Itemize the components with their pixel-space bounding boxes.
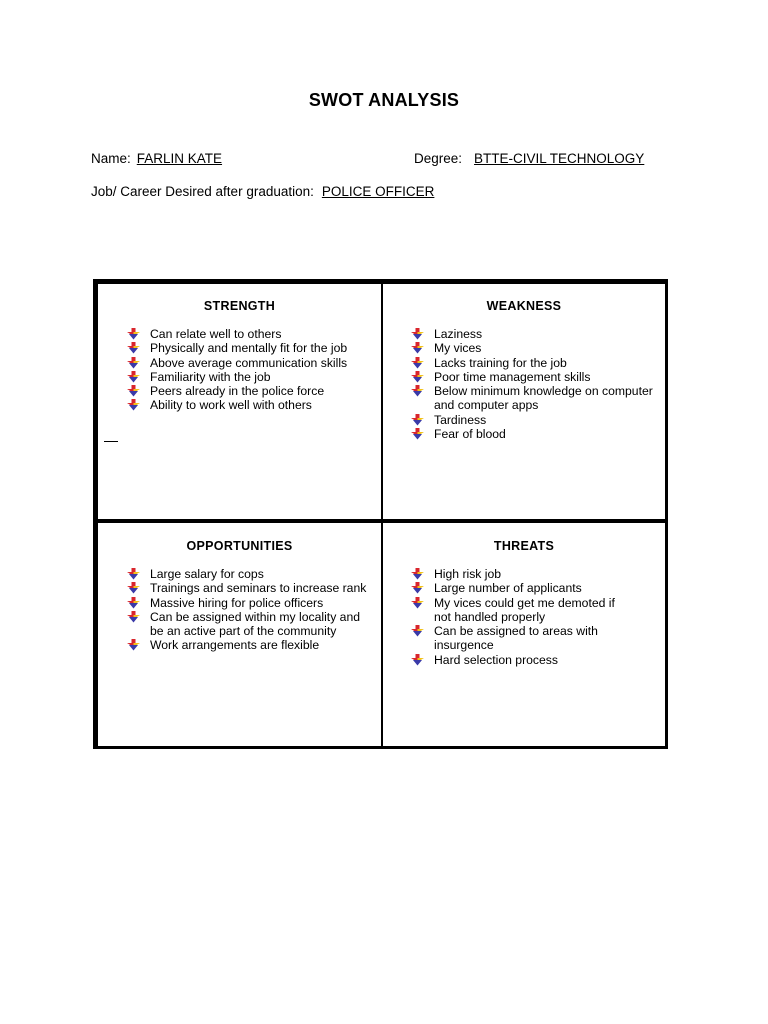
opportunity-item-text: Can be assigned within my locality and be an active part of the community — [150, 609, 361, 639]
arrow-bullet-icon — [127, 611, 140, 623]
opportunities-quadrant — [97, 522, 382, 747]
strength-title: STRENGTH — [203, 299, 276, 313]
opportunity-item — [150, 581, 369, 595]
threat-item — [434, 653, 625, 667]
opportunities-list — [150, 567, 369, 653]
threats-title: THREATS — [493, 539, 555, 553]
weakness-title: WEAKNESS — [486, 299, 562, 313]
weakness-item — [434, 356, 659, 370]
arrow-bullet-icon — [127, 328, 140, 340]
weakness-item-text: Lacks training for the job — [434, 355, 567, 370]
strength-item — [150, 384, 381, 398]
arrow-bullet-icon — [411, 357, 424, 369]
strength-item — [150, 370, 381, 384]
arrow-bullet-icon — [411, 414, 424, 426]
page-title: SWOT ANALYSIS — [308, 90, 460, 110]
strength-list — [150, 327, 381, 413]
swot-grid — [93, 279, 668, 749]
degree-label: Degree: — [414, 151, 463, 166]
weakness-quadrant — [382, 283, 666, 520]
opportunities-title: OPPORTUNITIES — [186, 539, 293, 553]
degree-line — [414, 151, 644, 166]
threat-item — [434, 567, 625, 581]
opportunity-item — [150, 567, 369, 581]
weakness-item — [434, 413, 659, 427]
arrow-bullet-icon — [127, 371, 140, 383]
threat-item — [434, 596, 625, 625]
strength-item-text: Can relate well to others — [150, 327, 282, 341]
weakness-item — [434, 327, 659, 341]
opportunity-item — [150, 610, 369, 639]
weakness-item-text: Tardiness — [434, 412, 487, 427]
strength-item — [150, 398, 381, 412]
arrow-bullet-icon — [411, 342, 424, 354]
weakness-item — [434, 370, 659, 384]
threats-list — [434, 567, 625, 667]
threat-item — [434, 581, 625, 595]
weakness-item-text: Below minimum knowledge on computer and computer apps — [434, 384, 653, 413]
arrow-bullet-icon — [127, 582, 140, 594]
threat-item-text: Large number of applicants — [434, 581, 582, 596]
name-label: Name: — [91, 151, 131, 166]
underline-mark — [104, 441, 118, 442]
strength-item — [150, 356, 381, 370]
name-value: FARLIN KATE — [136, 151, 223, 166]
arrow-bullet-icon — [411, 654, 424, 666]
arrow-bullet-icon — [411, 371, 424, 383]
arrow-bullet-icon — [411, 625, 424, 637]
weakness-item-text: Laziness — [434, 327, 483, 341]
opportunity-item-text: Massive hiring for police officers — [150, 595, 324, 610]
degree-value: BTTE-CIVIL TECHNOLOGY — [474, 151, 645, 166]
strength-quadrant — [97, 283, 382, 520]
arrow-bullet-icon — [411, 582, 424, 594]
weakness-item — [434, 427, 659, 441]
weakness-item-text: My vices — [434, 341, 482, 356]
arrow-bullet-icon — [127, 568, 140, 580]
arrow-bullet-icon — [127, 357, 140, 369]
arrow-bullet-icon — [411, 568, 424, 580]
threats-quadrant — [382, 522, 666, 747]
weakness-list — [434, 327, 659, 441]
weakness-item-text: Poor time management skills — [434, 369, 591, 384]
weakness-item — [434, 341, 659, 355]
arrow-bullet-icon — [411, 428, 424, 440]
threat-item-text: Can be assigned to areas with insurgence — [434, 624, 598, 653]
weakness-item — [434, 384, 659, 413]
strength-item-text: Peers already in the police force — [150, 384, 325, 399]
arrow-bullet-icon — [127, 342, 140, 354]
opportunity-item-text: Trainings and seminars to increase rank — [150, 581, 367, 596]
strength-item-text: Physically and mentally fit for the job — [150, 341, 348, 356]
threat-item-text: High risk job — [434, 567, 502, 581]
strength-item — [150, 327, 381, 341]
threat-item-text: My vices could get me demoted if not handled properly — [434, 595, 615, 624]
name-line — [91, 151, 222, 166]
arrow-bullet-icon — [411, 385, 424, 397]
strength-item-text: Above average communication skills — [150, 355, 348, 370]
threat-item-text: Hard selection process — [434, 652, 558, 667]
arrow-bullet-icon — [411, 597, 424, 609]
opportunity-item-text: Work arrangements are flexible — [150, 638, 320, 653]
job-label: Job/ Career Desired after graduation: — [91, 184, 314, 199]
strength-item — [150, 341, 381, 355]
job-value: POLICE OFFICER — [321, 184, 435, 199]
arrow-bullet-icon — [127, 639, 140, 651]
arrow-bullet-icon — [127, 399, 140, 411]
strength-item-text: Ability to work well with others — [150, 398, 312, 413]
threat-item — [434, 624, 625, 653]
arrow-bullet-icon — [127, 385, 140, 397]
arrow-bullet-icon — [127, 597, 140, 609]
strength-item-text: Familiarity with the job — [150, 369, 271, 384]
opportunity-item — [150, 638, 369, 652]
opportunity-item-text: Large salary for cops — [150, 567, 264, 581]
arrow-bullet-icon — [411, 328, 424, 340]
job-line — [91, 184, 434, 199]
weakness-item-text: Fear of blood — [434, 427, 506, 442]
opportunity-item — [150, 596, 369, 610]
